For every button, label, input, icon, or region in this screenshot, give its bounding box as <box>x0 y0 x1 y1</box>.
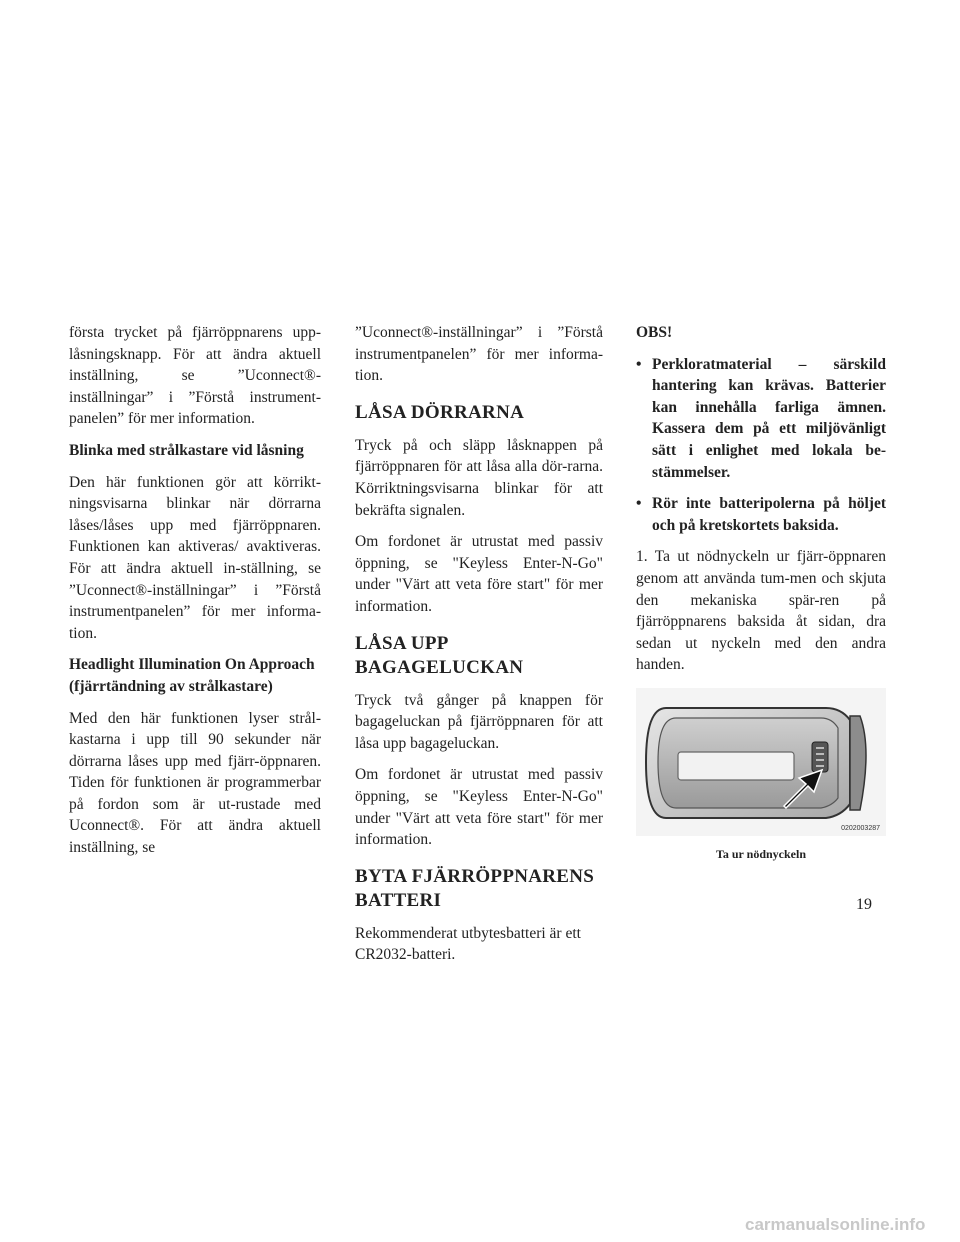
figure-code: 0202003287 <box>841 824 880 832</box>
subheading: Blinka med strålkastare vid låsning <box>69 441 304 459</box>
section-heading: LÅSA UPP BAGAGELUCKAN <box>355 632 524 678</box>
paragraph: ”Uconnect®-inställningar” i ”Förstå instrumentpanelen” för mer informa-tion. <box>355 324 603 385</box>
column-3 <box>636 322 886 866</box>
note-item <box>636 354 886 484</box>
section-heading: BYTA FJÄRRÖPPNARENS BATTERI <box>355 865 595 911</box>
column-2 <box>355 322 603 976</box>
fob-label-plate <box>678 752 794 780</box>
note-list <box>636 354 886 537</box>
note-heading: OBS! <box>636 324 673 341</box>
note-text: Perkloratmaterial – särskild hantering kan krävas. Batterier kan innehålla farliga ämnen. Kassera dem på ett miljövänligt sätt i enlighet med lokala be-stämmelser. <box>652 355 886 481</box>
watermark: carmanualsonline.info <box>745 1215 926 1234</box>
note-text: Rör inte batteripolerna på höljet och på kretskortets baksida. <box>652 495 886 534</box>
paragraph: Om fordonet är utrustat med passiv öppning, se "Keyless Enter-N-Go" under "Värt att veta före start" för mer information. <box>355 533 603 615</box>
key-fob-illustration <box>636 688 886 836</box>
key-fob-figure <box>636 688 886 866</box>
bullet-icon: • <box>636 355 642 373</box>
paragraph: Tryck två gånger på knappen för bagageluckan på fjärröppnaren för att låsa upp bagageluckan. <box>355 691 603 752</box>
release-latch-icon <box>812 742 828 772</box>
paragraph: Rekommenderat utbytesbatteri är ett CR2032-batteri. <box>355 924 581 964</box>
paragraph: 1. Ta ut nödnyckeln ur fjärr-öppnaren genom att använda tum-men och skjuta den mekaniska spär-ren på fjärröppnarens baksida åt sidan, dra sedan ut nyckeln med den andra handen. <box>636 548 886 674</box>
paragraph: Den här funktionen gör att körrikt-ningsvisarna blinkar när dörrarna låses/låses upp med fjärröppnaren. Funktionen kan aktiveras/ avaktiveras. För att ändra aktuell in-ställning, se ”Uconnect®-inställningar” i ”Förstå instrumentpanelen” för mer informa-tion. <box>69 473 321 642</box>
page-number: 19 <box>856 896 872 913</box>
bullet-icon: • <box>636 495 642 513</box>
column-1 <box>69 322 321 869</box>
subheading: Headlight Illumination On Approach (fjärrtändning av strålkastare) <box>69 656 315 695</box>
paragraph: Med den här funktionen lyser strål-kastarna i upp till 90 sekunder när dörrarna låses upp med fjärr-öppnaren. Tiden för funktionen är programmerbar på fordon som är ut-rustade med Uconnect®. För att ändra aktuell inställning, se <box>69 709 321 857</box>
figure-caption: Ta ur nödnyckeln <box>715 846 807 861</box>
paragraph: Tryck på och släpp låsknappen på fjärröppnaren för att låsa alla dör-rarna. Körriktningsvisarna blinkar för att bekräfta signalen. <box>355 436 603 519</box>
section-heading: LÅSA DÖRRARNA <box>355 401 525 423</box>
note-item <box>636 493 886 536</box>
paragraph: Om fordonet är utrustat med passiv öppning, se "Keyless Enter-N-Go" under "Värt att veta före start" för mer information. <box>355 766 603 849</box>
paragraph: första trycket på fjärröppnarens upp-låsningsknapp. För att ändra aktuell inställning, se ”Uconnect®-inställningar” i ”Förstå instrument-panelen” för mer information. <box>69 324 321 428</box>
